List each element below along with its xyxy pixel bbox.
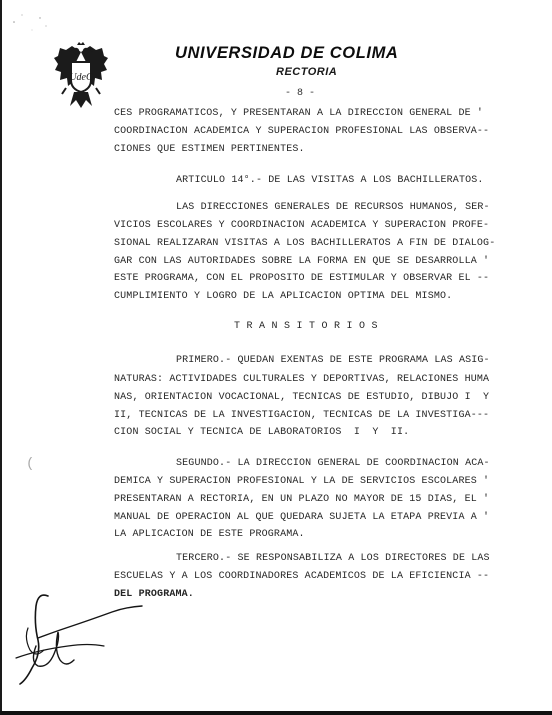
text-line: CION SOCIAL Y TECNICA DE LABORATORIOS I Y II.: [114, 427, 410, 438]
text-line: CES PROGRAMATICOS, Y PRESENTARAN A LA DIRECCION GENERAL DE ': [114, 108, 484, 119]
text-line: NATURAS: ACTIVIDADES CULTURALES Y DEPORTIVAS, RELACIONES HUMA: [114, 374, 490, 385]
handwritten-signature: [8, 588, 148, 688]
scan-specks: [10, 10, 60, 40]
article-heading: ARTICULO 14°.- DE LAS VISITAS A LOS BACHILLERATOS.: [176, 175, 484, 186]
text-line: DEL PROGRAMA.: [114, 589, 194, 600]
university-title: UNIVERSIDAD DE COLIMA: [175, 44, 399, 62]
text-line: LAS DIRECCIONES GENERALES DE RECURSOS HUMANOS, SER-: [176, 202, 490, 213]
text-line: MANUAL DE OPERACION AL QUE QUEDARA SUJETA LA ETAPA PREVIA A ': [114, 512, 490, 523]
page-number: - 8 -: [285, 88, 316, 99]
scan-edge-bottom: [0, 711, 552, 715]
text-line: SEGUNDO.- LA DIRECCION GENERAL DE COORDINACION ACA-: [176, 458, 490, 469]
text-line: CIONES QUE ESTIMEN PERTINENTES.: [114, 144, 305, 155]
text-line: II, TECNICAS DE LA INVESTIGACION, TECNICAS DE LA INVESTIGA---: [114, 410, 490, 421]
text-line: NAS, ORIENTACION VOCACIONAL, TECNICAS DE ESTUDIO, DIBUJO I Y: [114, 392, 490, 403]
margin-mark: (: [26, 456, 35, 472]
section-heading-transitorios: TRANSITORIOS: [234, 321, 385, 332]
university-eagle-seal-icon: [52, 42, 110, 110]
text-line: COORDINACION ACADEMICA Y SUPERACION PROFESIONAL LAS OBSERVA--: [114, 126, 490, 137]
text-line: CUMPLIMIENTO Y LOGRO DE LA APLICACION OPTIMA DEL MISMO.: [114, 291, 453, 302]
text-line: GAR CON LAS AUTORIDADES SOBRE LA FORMA EN QUE SE DESARROLLA ': [114, 256, 490, 267]
text-line: ESTE PROGRAMA, CON EL PROPOSITO DE ESTIMULAR Y OBSERVAR EL --: [114, 273, 490, 284]
text-line: DEMICA Y SUPERACION PROFESIONAL Y LA DE SERVICIOS ESCOLARES ': [114, 476, 490, 487]
text-line: PRESENTARAN A RECTORIA, EN UN PLAZO NO MAYOR DE 15 DIAS, EL ': [114, 494, 490, 505]
text-line: VICIOS ESCOLARES Y COORDINACION ACADEMICA Y SUPERACION PROFE-: [114, 220, 490, 231]
text-line: TERCERO.- SE RESPONSABILIZA A LOS DIRECTORES DE LAS: [176, 553, 490, 564]
scan-edge-left: [0, 0, 2, 715]
office-subtitle: RECTORIA: [276, 66, 338, 78]
svg-text:UdeC: UdeC: [69, 72, 93, 83]
text-line: LA APLICACION DE ESTE PROGRAMA.: [114, 529, 305, 540]
text-line: PRIMERO.- QUEDAN EXENTAS DE ESTE PROGRAMA LAS ASIG-: [176, 355, 490, 366]
text-line: ESCUELAS Y A LOS COORDINADORES ACADEMICOS DE LA EFICIENCIA --: [114, 571, 490, 582]
text-line: SIONAL REALIZARAN VISITAS A LOS BACHILLERATOS A FIN DE DIALOG-: [114, 238, 496, 249]
